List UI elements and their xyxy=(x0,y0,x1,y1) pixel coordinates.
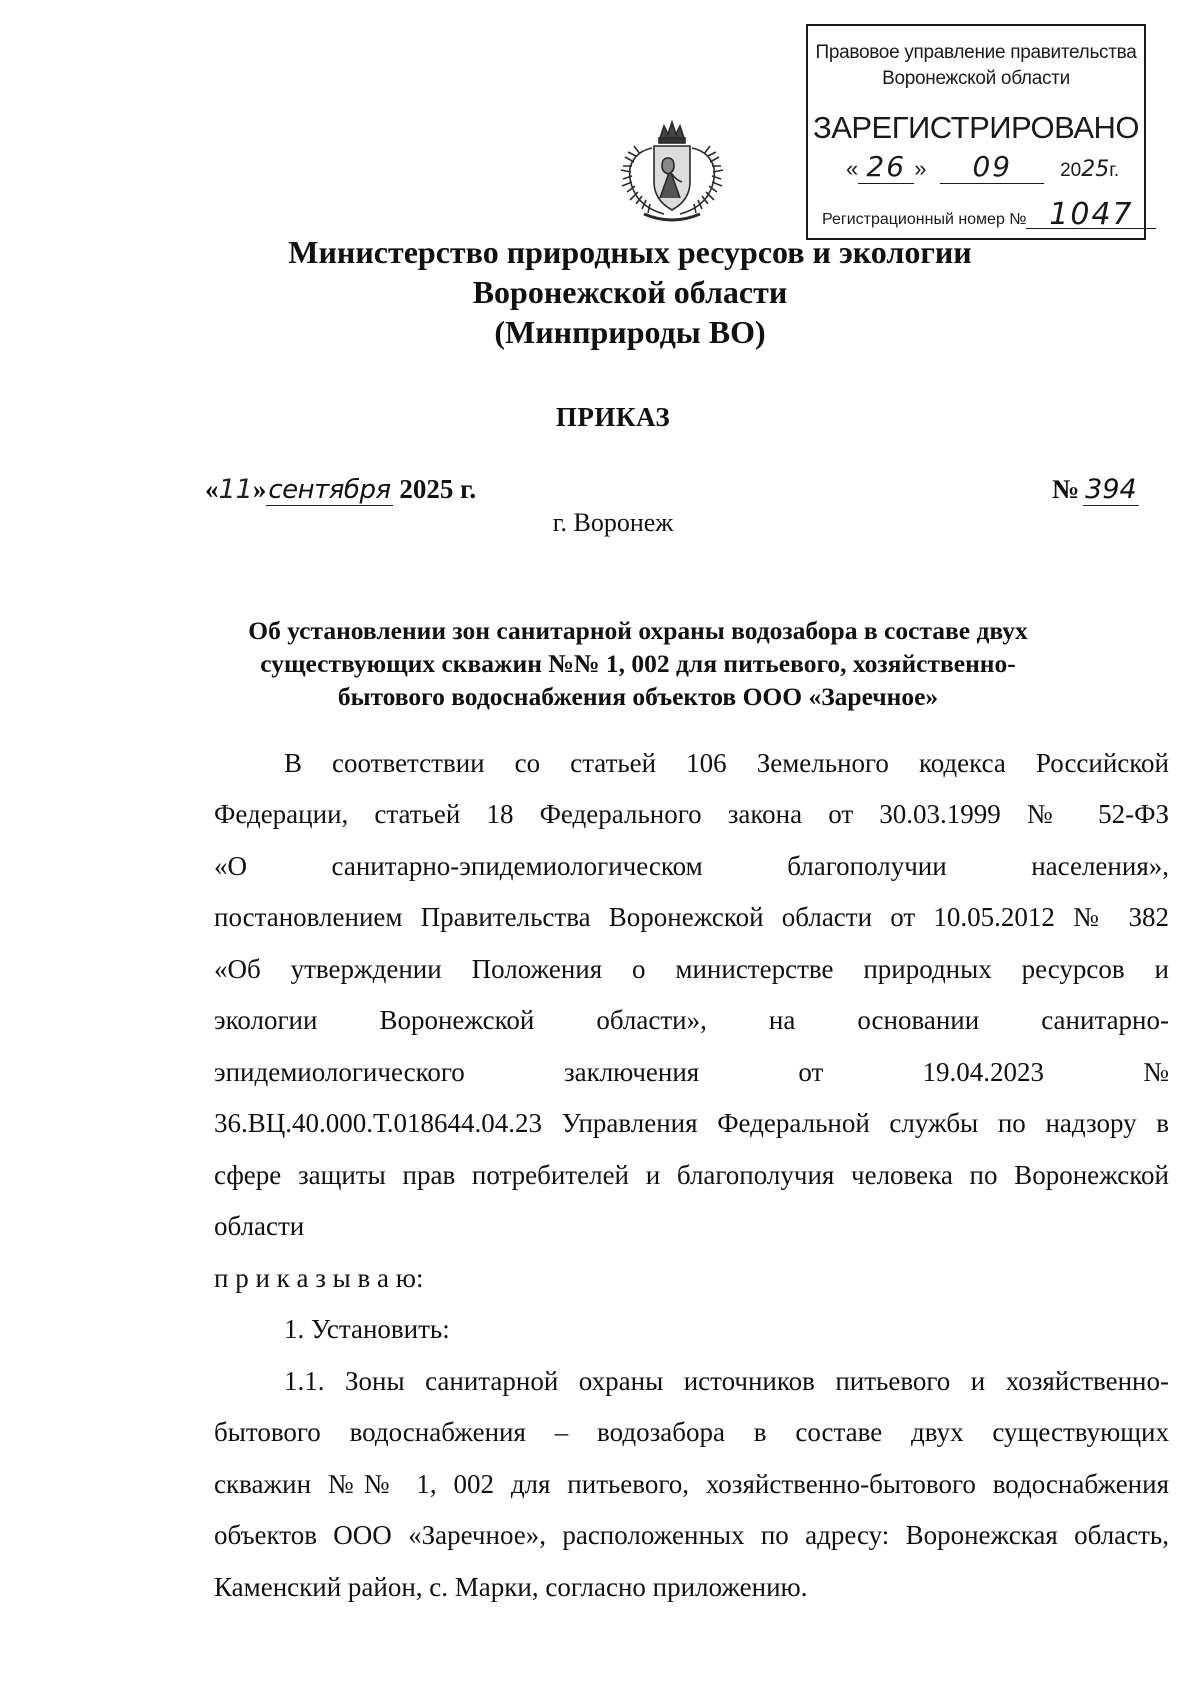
item-1-1-line: Каменский район, с. Марки, согласно приложению. xyxy=(214,1572,808,1602)
document-type-title: ПРИКАЗ xyxy=(555,402,671,432)
order-number-label: № xyxy=(1052,474,1080,504)
stamp-close-quote: » xyxy=(914,156,927,181)
item-1-1-line: 1.1. Зоны санитарной охраны источников питьевого и хозяйственно- xyxy=(284,1366,1169,1396)
order-date-month: сентября xyxy=(268,475,391,505)
stamp-open-quote: « xyxy=(846,156,859,181)
item-1-1-line: бытового водоснабжения – водозабора в составе двух существующих xyxy=(214,1417,1169,1447)
stamp-year-prefix: 20 xyxy=(1060,160,1082,181)
body-line: области xyxy=(214,1211,305,1241)
ministry-abbreviation: (Минприроды ВО) xyxy=(494,314,766,350)
stamp-authority-line1: Правовое управление правительства xyxy=(815,42,1137,63)
subject-line-1: Об установлении зон санитарной охраны водозабора в составе двух xyxy=(248,616,1028,645)
item-1: 1. Установить: xyxy=(284,1314,450,1344)
body-line: эпидемиологического заключения от 19.04.2023 № xyxy=(214,1057,1169,1087)
order-date xyxy=(205,474,476,506)
stamp-authority-line2: Воронежской области xyxy=(882,68,1070,89)
ministry-name-line1: Министерство природных ресурсов и экологии xyxy=(288,234,972,270)
stamp-registration-number xyxy=(822,197,1156,232)
order-verb: п р и к а з ы в а ю: xyxy=(214,1263,424,1293)
order-date-day: 11 xyxy=(218,474,253,505)
stamp-status: ЗАРЕГИСТРИРОВАНО xyxy=(812,110,1139,145)
stamp-day: 26 xyxy=(858,150,914,184)
body-line: 36.ВЦ.40.000.Т.018644.04.23 Управления Федеральной службы по надзору в xyxy=(214,1108,1169,1138)
body-line: В соответствии со статьей 106 Земельного кодекса Российской xyxy=(284,748,1169,778)
body-line: «О санитарно-эпидемиологическом благополучии населения», xyxy=(214,851,1169,881)
stamp-year-unit: г. xyxy=(1109,160,1120,181)
body-line: Федерации, статьей 18 Федерального закона от 30.03.1999 № 52-ФЗ xyxy=(214,799,1169,829)
item-1-1-line: объектов ООО «Заречное», расположенных по адресу: Воронежская область, xyxy=(214,1520,1169,1550)
order-date-year: 2025 г. xyxy=(399,474,477,504)
body-line: «Об утверждении Положения о министерстве природных ресурсов и xyxy=(214,954,1169,984)
ministry-name-line2: Воронежской области xyxy=(472,274,788,310)
body-line: постановлением Правительства Воронежской области от 10.05.2012 № 382 xyxy=(214,902,1169,932)
order-number xyxy=(1052,474,1139,506)
order-date-close-quote: » xyxy=(252,474,267,504)
body-line: сфере защиты прав потребителей и благополучия человека по Воронежской xyxy=(214,1160,1169,1190)
registration-stamp xyxy=(806,24,1146,240)
stamp-date xyxy=(846,150,1119,184)
subject-line-2: существующих скважин №№ 1, 002 для питьевого, хозяйственно- xyxy=(260,649,1016,678)
coat-of-arms-icon xyxy=(614,118,730,228)
stamp-month: 09 xyxy=(940,150,1044,184)
order-date-open-quote: « xyxy=(205,474,219,504)
stamp-year xyxy=(1060,157,1120,182)
city-name: г. Воронеж xyxy=(552,508,674,537)
stamp-regno-label: Регистрационный номер № xyxy=(822,211,1027,228)
item-1-1-line: скважин №№ 1, 002 для питьевого, хозяйственно-бытового водоснабжения xyxy=(214,1469,1169,1499)
stamp-year-suffix: 25 xyxy=(1081,157,1110,182)
body-line: экологии Воронежской области», на основании санитарно- xyxy=(214,1005,1169,1035)
order-number-value: 394 xyxy=(1085,474,1137,505)
stamp-regno-value: 1047 xyxy=(1026,202,1156,229)
subject-line-3: бытового водоснабжения объектов ООО «Заречное» xyxy=(337,682,939,711)
